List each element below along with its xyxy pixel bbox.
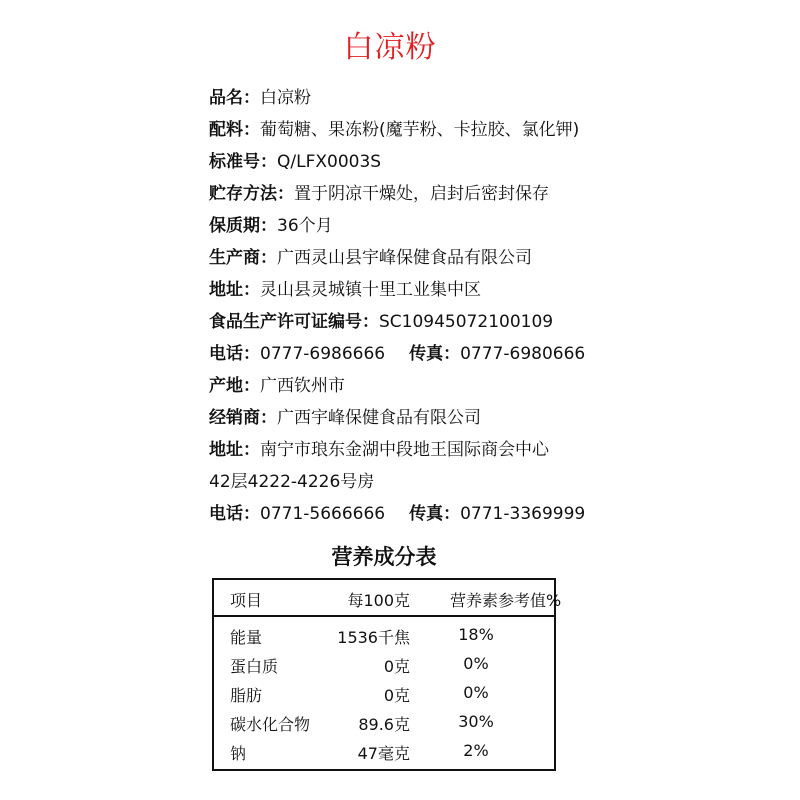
row-nrv: 0%	[463, 654, 489, 673]
info-label: 生产商：	[209, 248, 277, 268]
info-row-standard	[209, 146, 789, 178]
table-row	[214, 675, 554, 704]
row-per100: 0克	[383, 657, 410, 676]
row-item: 蛋白质	[230, 657, 279, 676]
info-label: 标准号：	[209, 152, 277, 172]
fax-label: 传真：	[409, 344, 461, 364]
info-value: 广西灵山县宇峰保健食品有限公司	[277, 248, 532, 268]
info-value: 36个月	[277, 216, 333, 236]
product-title: 白凉粉	[343, 30, 437, 65]
row-nrv: 30%	[458, 712, 494, 731]
info-value: 白凉粉	[260, 88, 311, 108]
phone-label: 电话：	[209, 344, 260, 364]
info-row-phone-fax-2	[209, 498, 789, 530]
info-row-address-continued: 42层4222-4226号房	[209, 472, 375, 492]
table-row	[214, 617, 554, 646]
info-value: 广西钦州市	[260, 376, 345, 396]
nutrition-body	[214, 617, 554, 762]
nutrition-title: 营养成分表	[331, 545, 437, 569]
info-row-name	[209, 82, 789, 114]
row-item: 脂肪	[230, 686, 263, 705]
info-row-distributor	[209, 402, 789, 434]
nutrition-header-row	[214, 580, 562, 617]
info-label: 贮存方法：	[209, 184, 294, 204]
row-per100: 0克	[383, 686, 410, 705]
info-row-phone-fax	[209, 338, 789, 370]
info-value: Q/LFX0003S	[277, 152, 382, 172]
info-row-distributor-address	[209, 434, 789, 466]
phone-value: 0771-5666666	[260, 504, 386, 524]
info-label: 地址：	[209, 280, 260, 300]
table-row	[214, 646, 554, 675]
table-row	[214, 704, 554, 733]
info-value: SC10945072100109	[379, 312, 554, 332]
row-per100: 47毫克	[357, 744, 410, 763]
product-info	[209, 82, 789, 530]
info-label: 配料：	[209, 120, 260, 140]
info-row-ingredients	[209, 114, 789, 146]
row-nrv: 2%	[463, 741, 489, 760]
info-value: 葡萄糖、果冻粉(魔芋粉、卡拉胶、氯化钾)	[260, 120, 580, 140]
row-item: 能量	[230, 628, 263, 647]
row-item: 碳水化合物	[230, 715, 311, 734]
info-row-shelf-life	[209, 210, 789, 242]
info-value: 广西宇峰保健食品有限公司	[277, 408, 481, 428]
fax-label: 传真：	[409, 504, 461, 524]
info-value: 置于阴凉干燥处，启封后密封保存	[294, 184, 549, 204]
phone-value: 0777-6986666	[260, 344, 386, 364]
info-row-address	[209, 274, 789, 306]
nutrition-table	[212, 578, 562, 771]
info-row-license	[209, 306, 789, 338]
info-value: 灵山县灵城镇十里工业集中区	[260, 280, 481, 300]
row-nrv: 0%	[463, 683, 489, 702]
info-label: 保质期：	[209, 216, 277, 236]
info-label: 地址：	[209, 440, 260, 460]
row-nrv: 18%	[458, 625, 494, 644]
info-label: 产地：	[209, 376, 260, 396]
row-item: 钠	[230, 744, 247, 763]
fax-value: 0777-6980666	[460, 344, 586, 364]
info-label: 食品生产许可证编号：	[209, 312, 379, 332]
info-value: 南宁市琅东金湖中段地王国际商会中心	[260, 440, 549, 460]
info-row-origin	[209, 370, 789, 402]
header-item: 项目	[230, 591, 263, 610]
row-per100: 89.6克	[358, 715, 410, 734]
info-label: 品名：	[209, 88, 260, 108]
fax-value: 0771-3369999	[460, 504, 586, 524]
row-per100: 1536千焦	[337, 628, 410, 647]
header-per100: 每100克	[347, 591, 410, 610]
phone-label: 电话：	[209, 504, 260, 524]
info-label: 经销商：	[209, 408, 277, 428]
info-row-manufacturer	[209, 242, 789, 274]
table-row	[214, 733, 554, 762]
header-nrv: 营养素参考值%	[450, 591, 562, 610]
info-row-storage	[209, 178, 789, 210]
